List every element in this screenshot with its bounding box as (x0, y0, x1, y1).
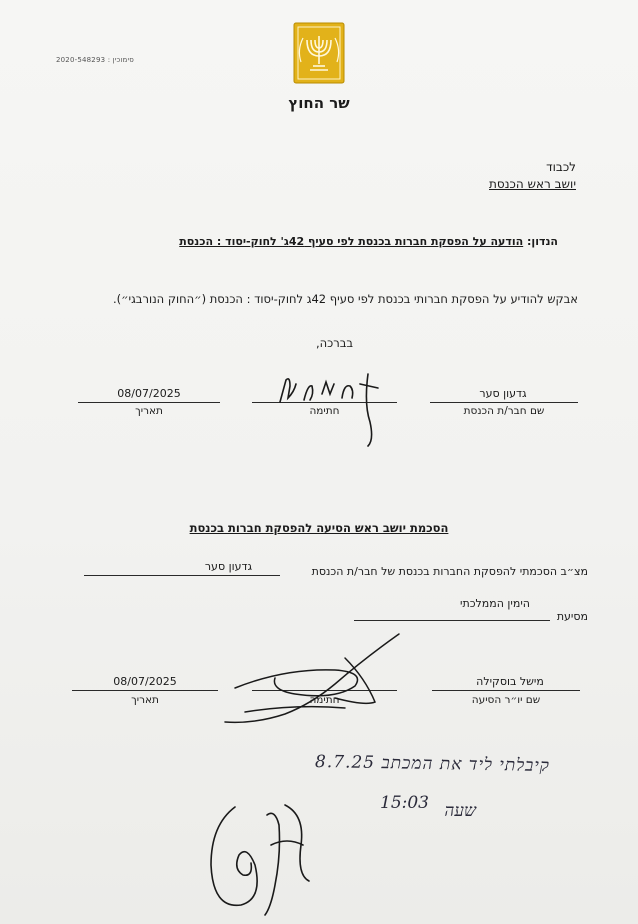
chair-signature-image (215, 628, 410, 728)
chair-signature-line (252, 690, 397, 691)
handwritten-time-label: שעה (444, 801, 476, 821)
salutation: לכבוד (546, 160, 576, 174)
member-name-line (430, 402, 578, 403)
member-signature-label: חתימה (309, 405, 340, 417)
greeting: בברכה, (315, 336, 353, 350)
consent-text: מצ״ב הסכמתי להפסקת החברות בכנסת של חבר/ת הכנסת (311, 565, 588, 578)
faction-field (354, 597, 550, 621)
member-signature-line (252, 402, 397, 403)
subject-text: הודעה על הפסקת חברות בכנסת לפי סעיף 42ג' לחוק-יסוד : הכנסת (179, 235, 524, 248)
member-date-label: תאריך (135, 405, 163, 417)
chair-name-line (432, 690, 580, 691)
state-emblem-icon (293, 22, 345, 84)
faction-label: מסיעת (556, 610, 588, 623)
faction-value: הימין הממלכתי (460, 597, 530, 610)
chair-name-label: שם יו״ר הסיעה (471, 694, 541, 706)
reference-number: סימוכין : 2020-548293 (56, 56, 135, 64)
subject-label: הנדון: (527, 235, 558, 248)
body-paragraph: אבקש להודיע על הפסקת חברותי בכנסת לפי סעיף 42ג לחוק-יסוד : הכנסת (״החוק הנורבגי״). (112, 292, 578, 306)
chair-date-line (72, 690, 218, 691)
chair-date-value: 08/07/2025 (113, 675, 177, 688)
consent-value: גדעון סער (204, 560, 252, 573)
member-name-value: גדעון סער (479, 387, 527, 400)
chair-signature-label: חתימה (309, 694, 340, 706)
chair-date-label: תאריך (131, 694, 159, 706)
receipt-signature-image (205, 785, 325, 920)
consent-field (84, 561, 280, 576)
subject-line (179, 235, 558, 248)
handwritten-received-note: קיבלתי ליד את המכתב 8.7.25 (314, 751, 551, 777)
chair-name-value: מישל בוסקילה (476, 675, 544, 688)
handwritten-time-value: 15:03 (380, 793, 429, 813)
recipient-name: יושב ראש הכנסת (489, 177, 576, 191)
member-name-label: שם חבר/ת הכנסת (463, 405, 545, 417)
chair-section-title: הסכמת יושב ראש הסיעה להפסקת חברות בכנסת (189, 521, 449, 535)
member-date-line (78, 402, 220, 403)
member-date-value: 08/07/2025 (117, 387, 181, 400)
letterhead-title: שר החוץ (288, 94, 350, 112)
